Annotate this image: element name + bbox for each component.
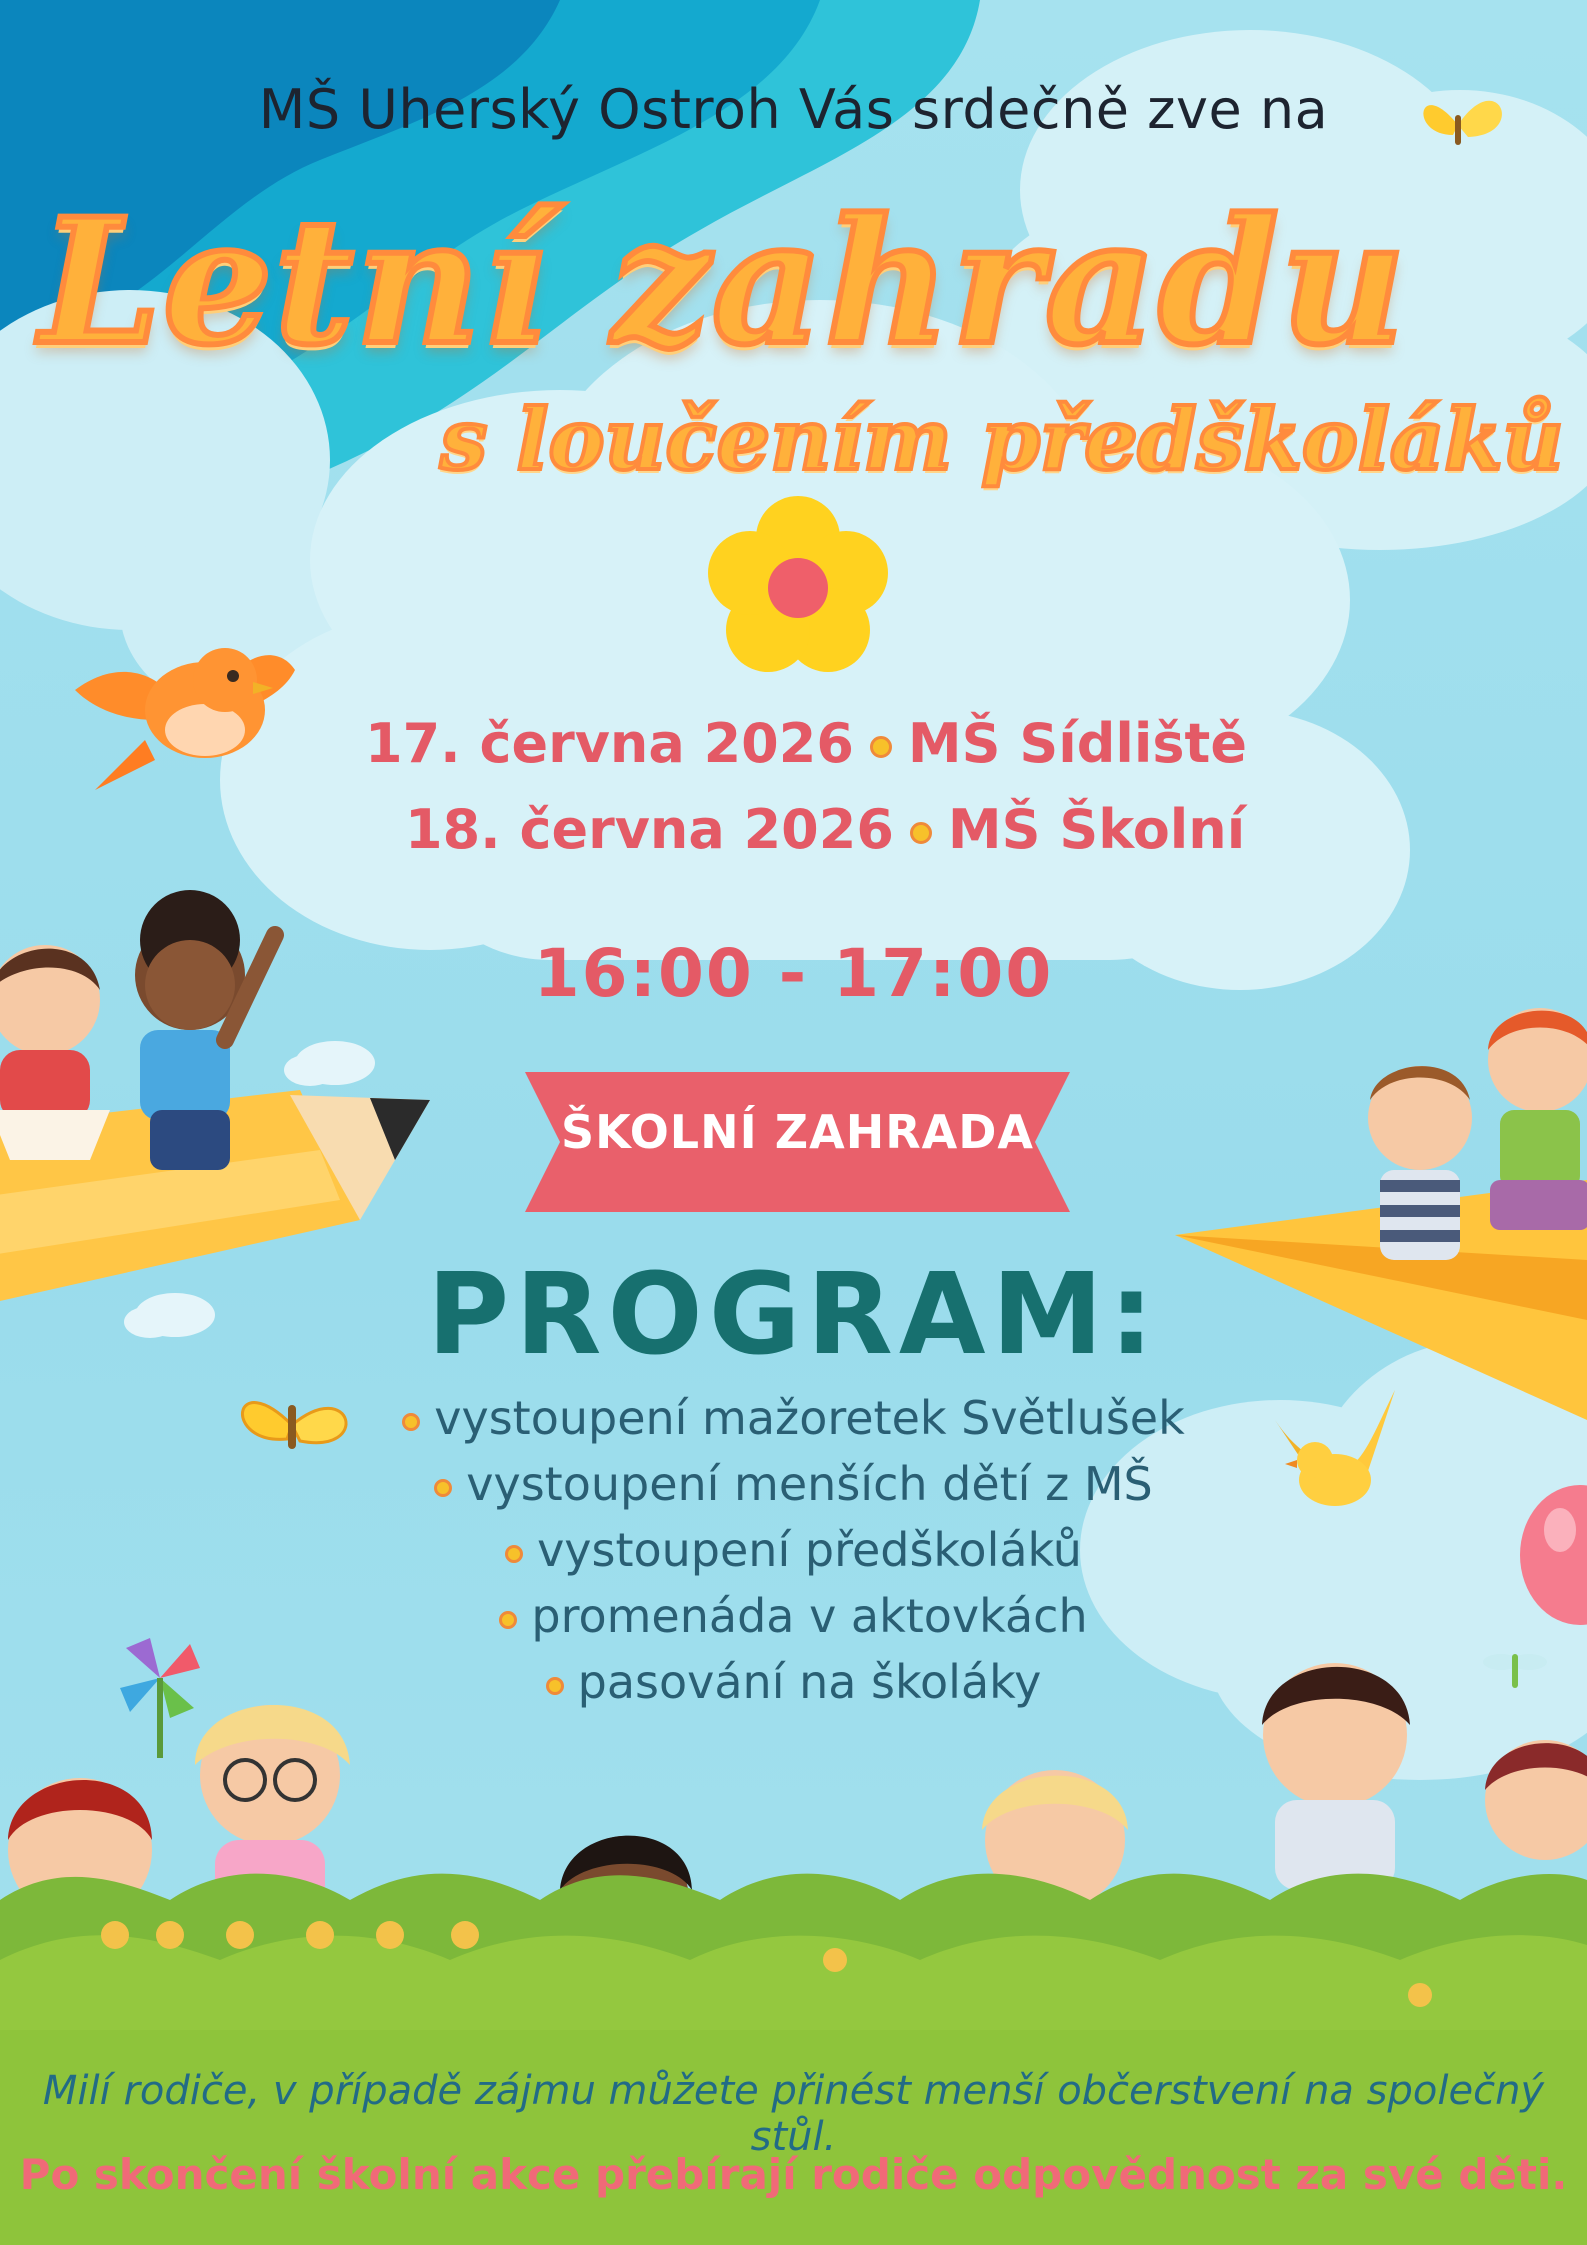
event-time: 16:00 - 17:00 — [533, 935, 1054, 1012]
bullet-icon — [546, 1677, 564, 1695]
event-subtitle: s loučením předškoláků — [440, 390, 1564, 489]
bullet-icon — [499, 1611, 517, 1629]
bullet-icon — [402, 1413, 420, 1431]
bullet-icon — [910, 822, 932, 844]
bullet-icon — [434, 1479, 452, 1497]
date-1: 17. června 2026 — [365, 712, 854, 775]
place-1: MŠ Sídliště — [907, 712, 1247, 775]
event-title: Letní zahradu — [40, 180, 1408, 383]
list-item: promenáda v aktovkách — [0, 1583, 1587, 1649]
list-item: vystoupení mažoretek Světlušek — [0, 1385, 1587, 1451]
footer-note: Milí rodiče, v případě zájmu můžete přinést menší občerstvení na společný stůl. — [42, 2068, 1545, 2160]
bullet-icon — [505, 1545, 523, 1563]
list-item: vystoupení předškoláků — [0, 1517, 1587, 1583]
list-item: vystoupení menších dětí z MŠ — [0, 1451, 1587, 1517]
date-2: 18. června 2026 — [405, 798, 894, 861]
program-heading: PROGRAM: — [427, 1250, 1160, 1380]
location-badge: ŠKOLNÍ ZAHRADA — [560, 1105, 1034, 1159]
place-2: MŠ Školní — [947, 798, 1246, 861]
date-line-2 — [405, 798, 1245, 861]
bullet-icon — [870, 736, 892, 758]
list-item: pasování na školáky — [0, 1649, 1587, 1715]
program-list — [0, 1385, 1587, 1715]
invitation-text: MŠ Uherský Ostroh Vás srdečně zve na — [258, 78, 1329, 141]
child-figure — [1488, 1008, 1587, 1230]
child-figure — [1368, 1066, 1472, 1260]
date-line-1 — [365, 712, 1247, 775]
footer-warning: Po skončení školní akce přebírají rodiče odpovědnost za své děti. — [19, 2150, 1568, 2199]
